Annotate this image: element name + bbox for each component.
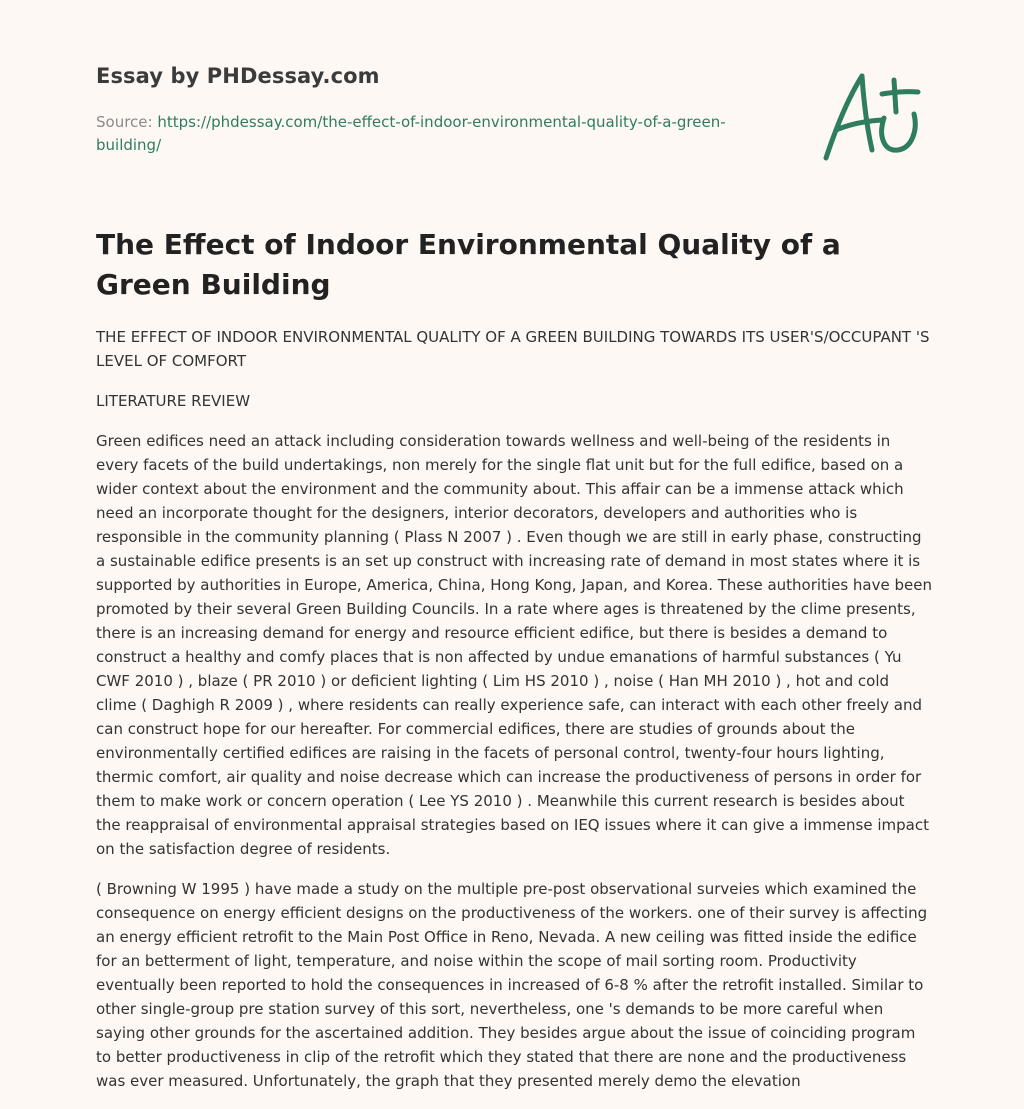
essay-title: The Effect of Indoor Environmental Quality of a Green Building bbox=[96, 228, 841, 301]
essay-paragraph: Green edifices need an attack including consideration towards wellness and well-being of the residents in every facets of the build undertakings, non merely for the single flat unit but for the full edifice, based on a wider context about the environment and the community about. This affair can be a immense attack which need an incorporate thought for the designers, interior decorators, developers and authorities who is responsible in the community planning ( Plass N 2007 ) . Even though we are still in early phase, constructing a sustainable edifice presents is an set up construct with increasing rate of demand in most states where it is supported by authorities in Europe, America, China, Hong Kong, Japan, and Korea. These authorities have been promoted by their several Green Building Councils. In a rate where ages is threatened by the clime presents, there is an increasing demand for energy and resource efficient edifice, but there is besides a demand to construct a healthy and comfy places that is non affected by undue emanations of harmful substances ( Yu CWF 2010 ) , blaze ( PR 2010 ) or deficient lighting ( Lim HS 2010 ) , noise ( Han MH 2010 ) , hot and cold clime ( Daghigh R 2009 ) , where residents can really experience safe, can interact with each other freely and can construct hope for our hereafter. For commercial edifices, there are studies of grounds about the environmentally certified edifices are raising in the facets of personal control, twenty-four hours lighting, thermic comfort, air quality and noise decrease which can increase the productiveness of persons in order for them to make work or concern operation ( Lee YS 2010 ) . Meanwhile this current research is besides about the reappraisal of environmental appraisal strategies based on IEQ issues where it can give a immense impact on the satisfaction degree of residents. bbox=[96, 432, 932, 858]
source-label: Source: bbox=[96, 113, 153, 131]
section-heading: LITERATURE REVIEW bbox=[96, 392, 251, 410]
essay-content bbox=[96, 325, 932, 1109]
a-plus-logo-icon bbox=[818, 66, 928, 166]
source-line bbox=[96, 111, 756, 157]
essay-subtitle: THE EFFECT OF INDOOR ENVIRONMENTAL QUALITY OF A GREEN BUILDING TOWARDS ITS USER'S/OCCUPANT 'S LEVEL OF COMFORT bbox=[96, 328, 930, 370]
essay-paragraph: ( Browning W 1995 ) have made a study on the multiple pre-post observational surveies which examined the consequence on energy efficient designs on the productiveness of the workers. one of their survey is affecting an energy efficient retrofit to the Main Post Office in Reno, Nevada. A new ceiling was fitted inside the edifice for an betterment of light, temperature, and noise within the scope of mail sorting room. Productivity eventually been reported to hold the consequences in increased of 6-8 % after the retrofit installed. Similar to other single-group pre station survey of this sort, nevertheless, one 's demands to be more careful when saying other grounds for the ascertained addition. They besides argue about the issue of coinciding program to better productiveness in clip of the retrofit which they stated that there are none and the productiveness was ever measured. Unfortunately, the graph that they presented merely demo the elevation bbox=[96, 880, 928, 1090]
site-title: Essay by PHDessay.com bbox=[96, 64, 380, 88]
source-link[interactable]: https://phdessay.com/the-effect-of-indoor-environmental-quality-of-a-green-building/ bbox=[96, 113, 726, 154]
